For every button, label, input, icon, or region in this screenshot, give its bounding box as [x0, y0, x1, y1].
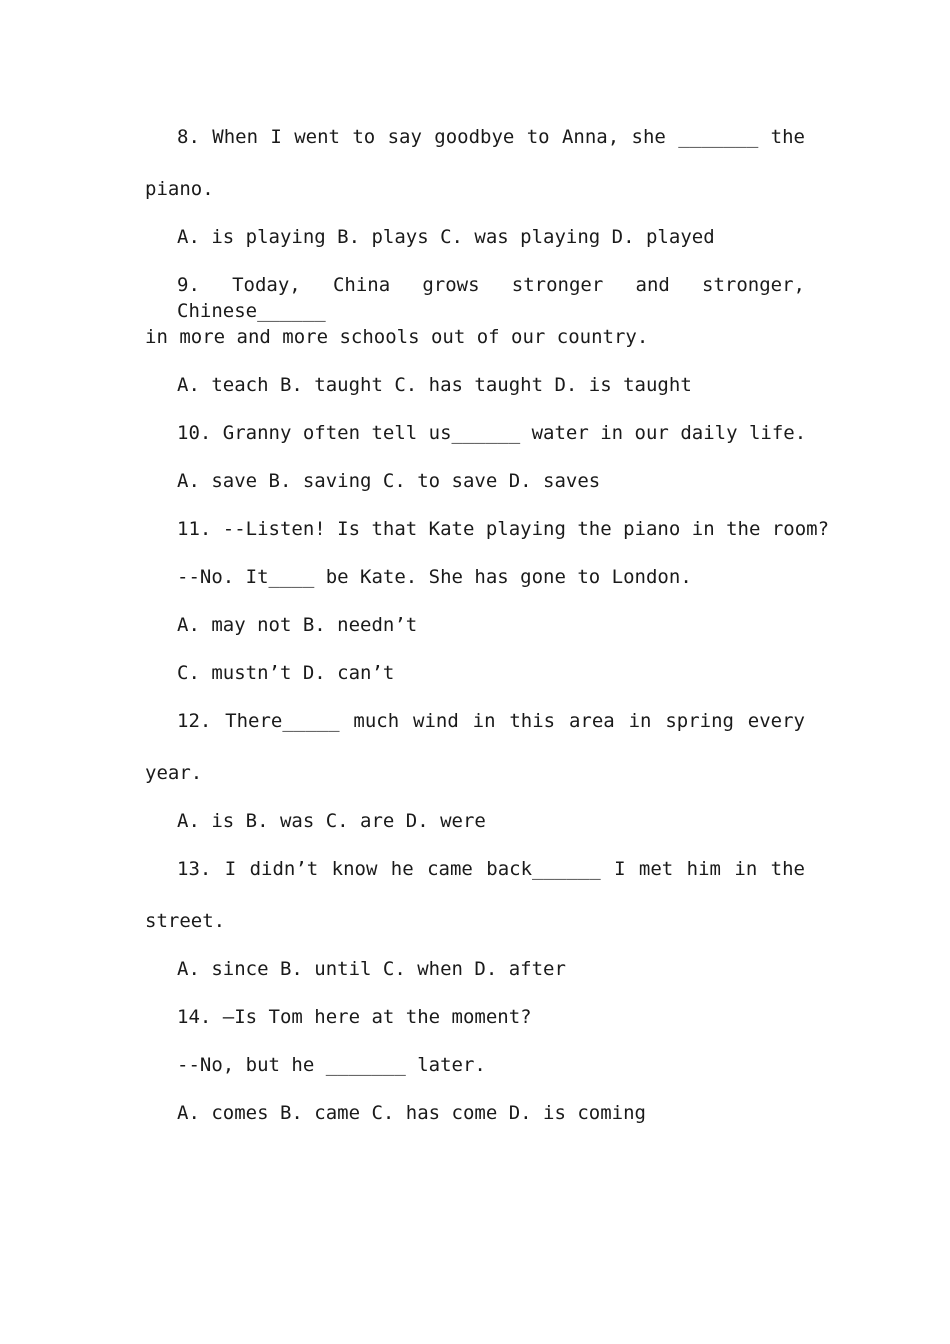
question-13-stem-continued: street.: [145, 910, 226, 932]
question-14-options: A. comes B. came C. has come D. is coming: [177, 1102, 646, 1124]
question-11-options-cd: C. mustn’t D. can’t: [177, 662, 395, 684]
question-14-dialogue: --No, but he _______ later.: [177, 1054, 486, 1076]
question-13-stem: 13. I didn’t know he came back______ I met him in the: [177, 858, 805, 880]
question-12-options: A. is B. was C. are D. were: [177, 810, 486, 832]
question-12-stem-continued: year.: [145, 762, 203, 784]
question-8-stem: 8. When I went to say goodbye to Anna, she _______ the: [177, 126, 805, 148]
question-8-stem-continued: piano.: [145, 178, 214, 200]
question-9-stem: 9. Today, China grows stronger and stronger, Chinese______: [177, 274, 805, 322]
question-11-options-ab: A. may not B. needn’t: [177, 614, 418, 636]
question-9-options: A. teach B. taught C. has taught D. is taught: [177, 374, 692, 396]
question-11-stem: 11. --Listen! Is that Kate playing the piano in the room?: [177, 518, 830, 540]
question-10-options: A. save B. saving C. to save D. saves: [177, 470, 601, 492]
question-8-options: A. is playing B. plays C. was playing D. played: [177, 226, 715, 248]
question-9-stem-continued: in more and more schools out of our country.: [145, 326, 649, 348]
question-13-options: A. since B. until C. when D. after: [177, 958, 566, 980]
question-12-stem: 12. There_____ much wind in this area in spring every: [177, 710, 805, 732]
question-14-stem: 14. –Is Tom here at the moment?: [177, 1006, 532, 1028]
question-11-dialogue: --No. It____ be Kate. She has gone to London.: [177, 566, 692, 588]
question-10-stem: 10. Granny often tell us______ water in our daily life.: [177, 422, 807, 444]
